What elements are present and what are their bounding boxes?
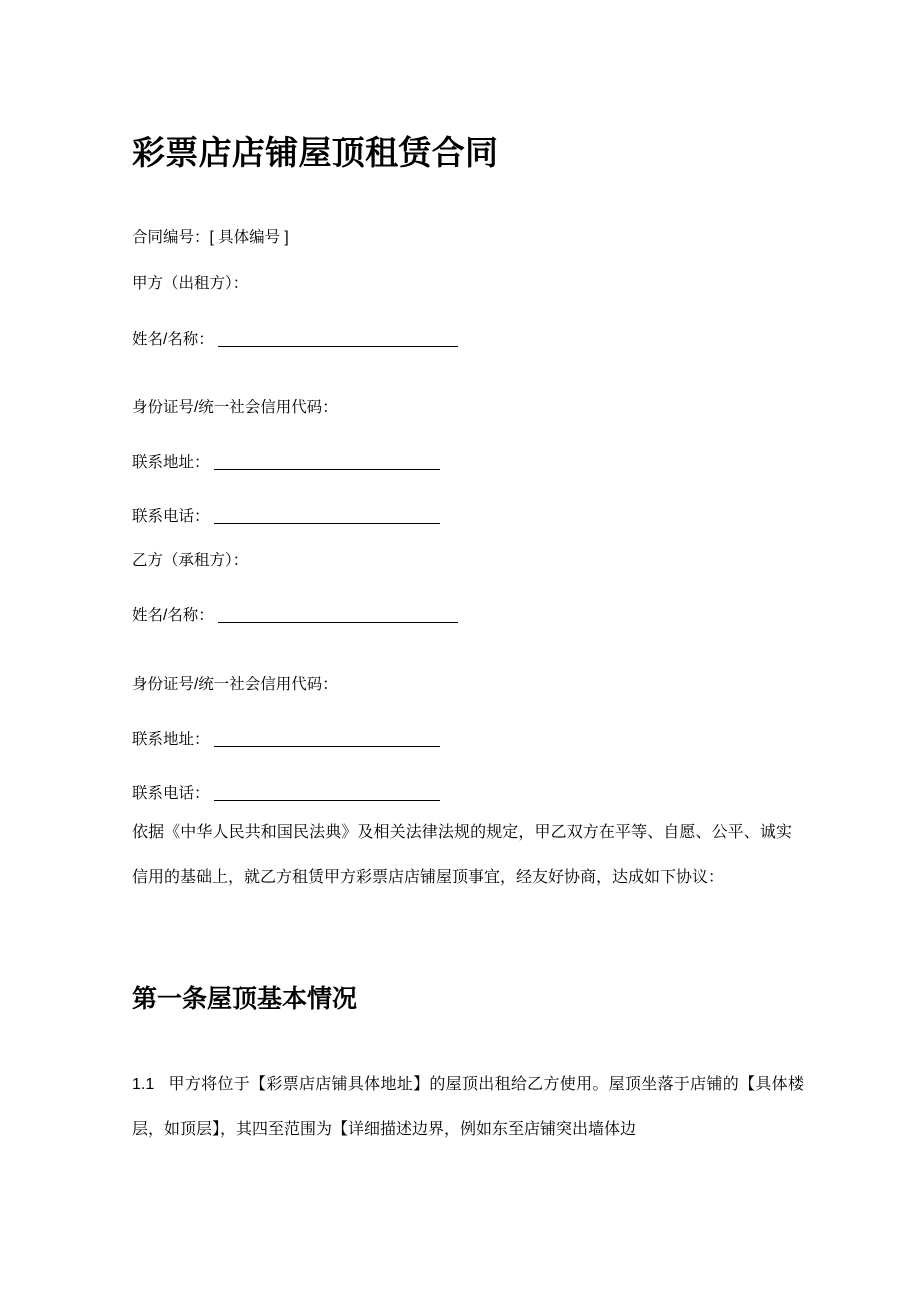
party-b-id-field[interactable] xyxy=(132,677,338,693)
party-a-name-label: 姓名/名称： xyxy=(132,331,214,348)
party-b-name-label: 姓名/名称： xyxy=(132,607,214,624)
clause-1-1-text: 甲方将位于【彩票店店铺具体地址】的屋顶出租给乙方使用。屋顶坐落于店铺的【具体楼层，如顶层】，其四至范围为【详细描述边界，例如东至店铺突出墙体边 xyxy=(132,1076,804,1138)
clause-1-1 xyxy=(132,1062,804,1152)
party-a-name-blank[interactable] xyxy=(218,346,458,347)
section-1-heading: 第一条屋顶基本情况 xyxy=(132,985,358,1013)
preamble-paragraph: 依据《中华人民共和国民法典》及相关法律法规的规定，甲乙双方在平等、自愿、公平、诚实信用的基础上，就乙方租赁甲方彩票店店铺屋顶事宜，经友好协商，达成如下协议： xyxy=(132,824,792,886)
party-b-heading xyxy=(132,553,248,569)
clause-1-1-number: 1.1 xyxy=(132,1076,155,1093)
party-a-id-label: 身份证号/统一社会信用代码： xyxy=(132,399,338,416)
party-b-address-blank[interactable] xyxy=(214,746,440,747)
party-a-phone-blank[interactable] xyxy=(214,523,440,524)
party-b-phone-blank[interactable] xyxy=(214,800,440,801)
party-b-address-field[interactable] xyxy=(132,732,440,748)
party-b-address-label: 联系地址： xyxy=(132,731,210,748)
page-title: 彩票店店铺屋顶租赁合同 xyxy=(132,134,499,171)
party-b-phone-field[interactable] xyxy=(132,786,440,802)
party-a-phone-label: 联系电话： xyxy=(132,508,210,525)
party-b-id-label: 身份证号/统一社会信用代码： xyxy=(132,676,338,693)
party-b-phone-label: 联系电话： xyxy=(132,785,210,802)
contract-number-label: 合同编号：[ 具体编号 ] xyxy=(132,229,289,246)
party-a-id-field[interactable] xyxy=(132,400,338,416)
document-content xyxy=(132,0,788,173)
party-a-phone-field[interactable] xyxy=(132,509,440,525)
party-a-address-blank[interactable] xyxy=(214,469,440,470)
party-a-heading-label: 甲方（出租方）： xyxy=(132,275,249,292)
party-b-name-blank[interactable] xyxy=(218,622,458,623)
party-a-address-field[interactable] xyxy=(132,455,440,471)
party-a-address-label: 联系地址： xyxy=(132,454,210,471)
party-a-name-field[interactable] xyxy=(132,332,458,348)
party-b-heading-label: 乙方（承租方）： xyxy=(132,552,249,569)
party-b-name-field[interactable] xyxy=(132,608,458,624)
contract-number-line xyxy=(132,230,289,246)
party-a-heading xyxy=(132,276,248,292)
